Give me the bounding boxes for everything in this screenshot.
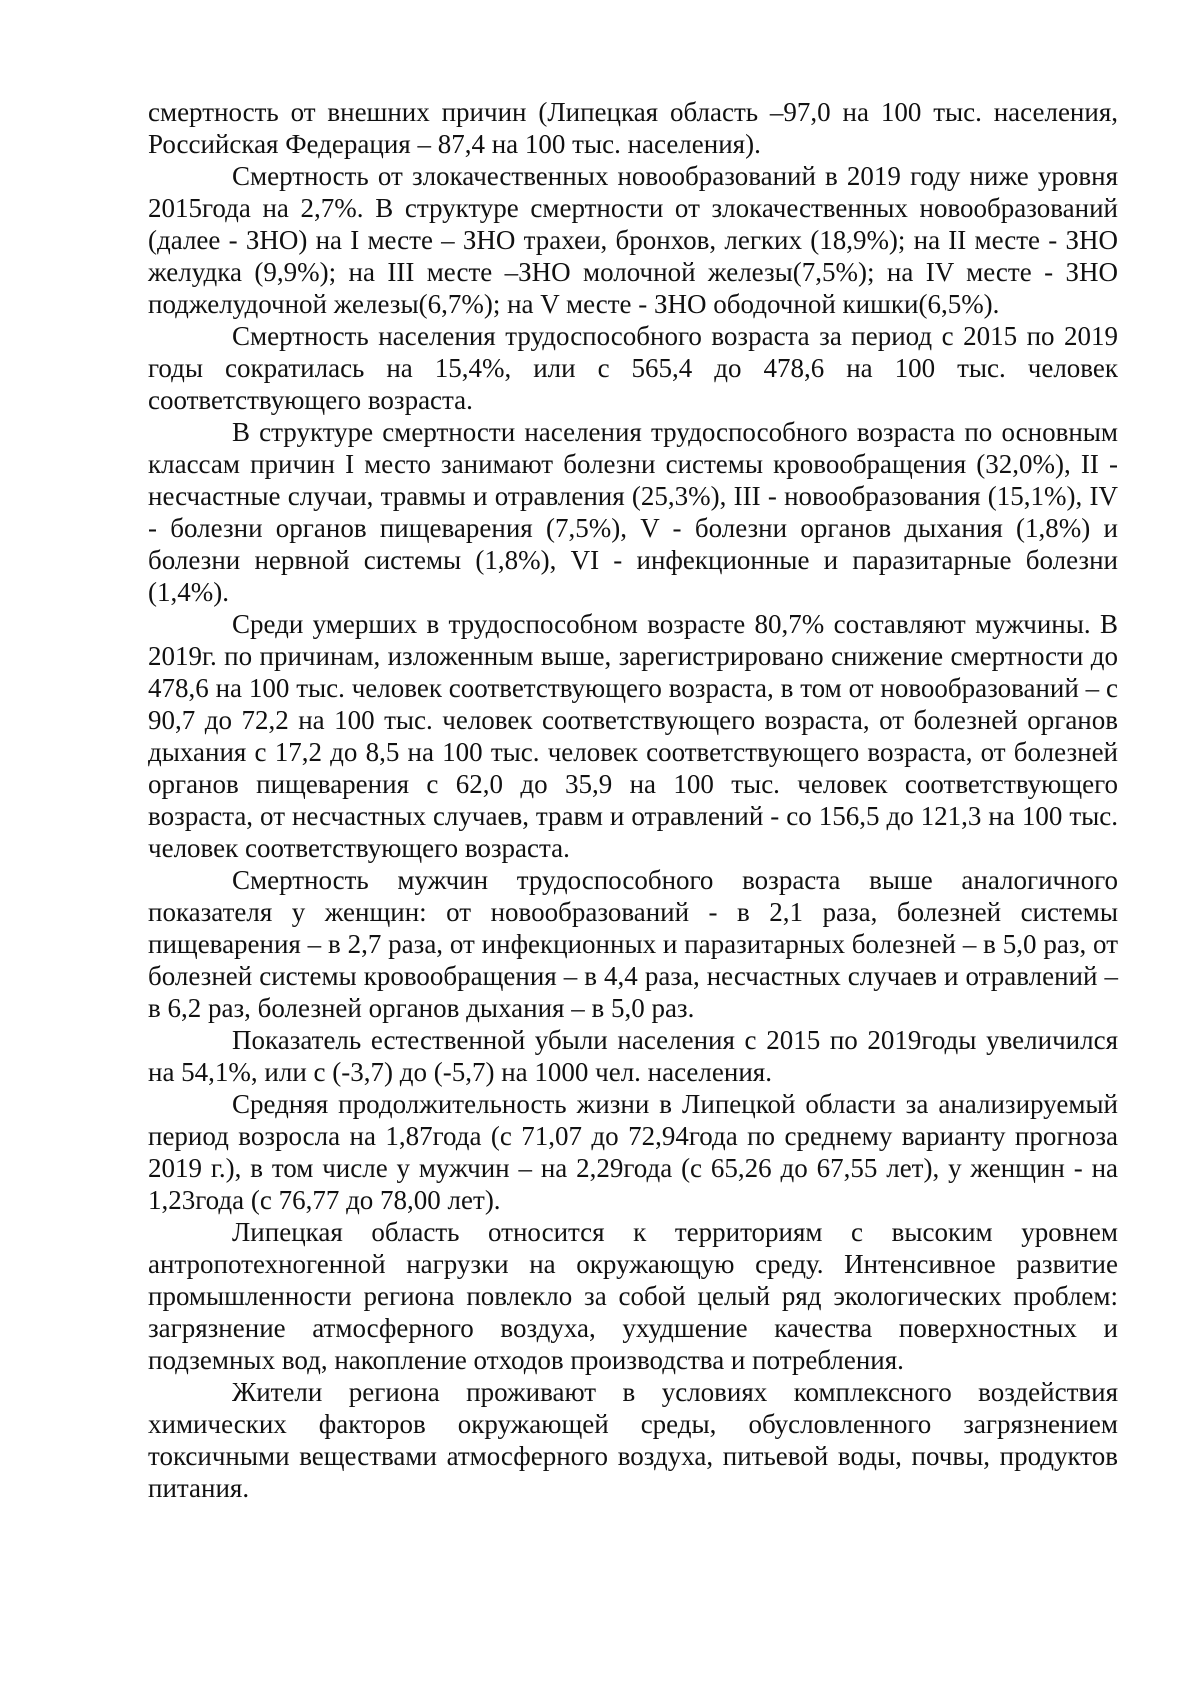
paragraph: Жители региона проживают в условиях комплексного воздействия химических факторов окружающей среды, обусловленного загрязнением токсичными веществами атмосферного воздуха, питьевой воды, почвы, продуктов питания. bbox=[148, 1377, 1118, 1503]
paragraph: Среди умерших в трудоспособном возрасте 80,7% составляют мужчины. В 2019г. по причинам, изложенным выше, зарегистрировано снижение смертности до 478,6 на 100 тыс. человек соответствующего возраста, в том от новообразований – с 90,7 до 72,2 на 100 тыс. человек соответствующего возраста, от болезней органов дыхания с 17,2 до 8,5 на 100 тыс. человек соответствующего возраста, от болезней органов пищеварения с 62,0 до 35,9 на 100 тыс. человек соответствующего возраста, от несчастных случаев, травм и отравлений - со 156,5 до 121,3 на 100 тыс. человек соответствующего возраста. bbox=[148, 609, 1118, 863]
paragraph: Средняя продолжительность жизни в Липецкой области за анализируемый период возросла на 1,87года (с 71,07 до 72,94года по среднему варианту прогноза 2019 г.), в том числе у мужчин – на 2,29года (с 65,26 до 67,55 лет), у женщин - на 1,23года (с 76,77 до 78,00 лет). bbox=[148, 1089, 1118, 1215]
paragraph: Смертность населения трудоспособного возраста за период с 2015 по 2019 годы сократилась на 15,4%, или с 565,4 до 478,6 на 100 тыс. человек соответствующего возраста. bbox=[148, 321, 1118, 415]
paragraph: Липецкая область относится к территориям с высоким уровнем антропотехногенной нагрузки на окружающую среду. Интенсивное развитие промышленности региона повлекло за собой целый ряд экологических проблем: загрязнение атмосферного воздуха, ухудшение качества поверхностных и подземных вод, накопление отходов производства и потребления. bbox=[148, 1217, 1118, 1375]
paragraph: смертность от внешних причин (Липецкая область –97,0 на 100 тыс. населения, Российская Федерация – 87,4 на 100 тыс. населения). bbox=[148, 97, 1118, 159]
paragraph: Смертность мужчин трудоспособного возраста выше аналогичного показателя у женщин: от новообразований - в 2,1 раза, болезней системы пищеварения – в 2,7 раза, от инфекционных и паразитарных болезней – в 5,0 раз, от болезней системы кровообращения – в 4,4 раза, несчастных случаев и отравлений – в 6,2 раз, болезней органов дыхания – в 5,0 раз. bbox=[148, 865, 1118, 1023]
document-page bbox=[148, 96, 1118, 1504]
paragraph: В структуре смертности населения трудоспособного возраста по основным классам причин I место занимают болезни системы кровообращения (32,0%), II - несчастные случаи, травмы и отравления (25,3%), III - новообразования (15,1%), IV - болезни органов пищеварения (7,5%), V - болезни органов дыхания (1,8%) и болезни нервной системы (1,8%), VI - инфекционные и паразитарные болезни (1,4%). bbox=[148, 417, 1118, 607]
paragraph: Смертность от злокачественных новообразований в 2019 году ниже уровня 2015года на 2,7%. В структуре смертности от злокачественных новообразований (далее - ЗНО) на I месте – ЗНО трахеи, бронхов, легких (18,9%); на II месте - ЗНО желудка (9,9%); на III месте –ЗНО молочной железы(7,5%); на IV месте - ЗНО поджелудочной железы(6,7%); на V месте - ЗНО ободочной кишки(6,5%). bbox=[148, 161, 1118, 319]
paragraph: Показатель естественной убыли населения с 2015 по 2019годы увеличился на 54,1%, или с (-3,7) до (-5,7) на 1000 чел. населения. bbox=[148, 1025, 1118, 1087]
